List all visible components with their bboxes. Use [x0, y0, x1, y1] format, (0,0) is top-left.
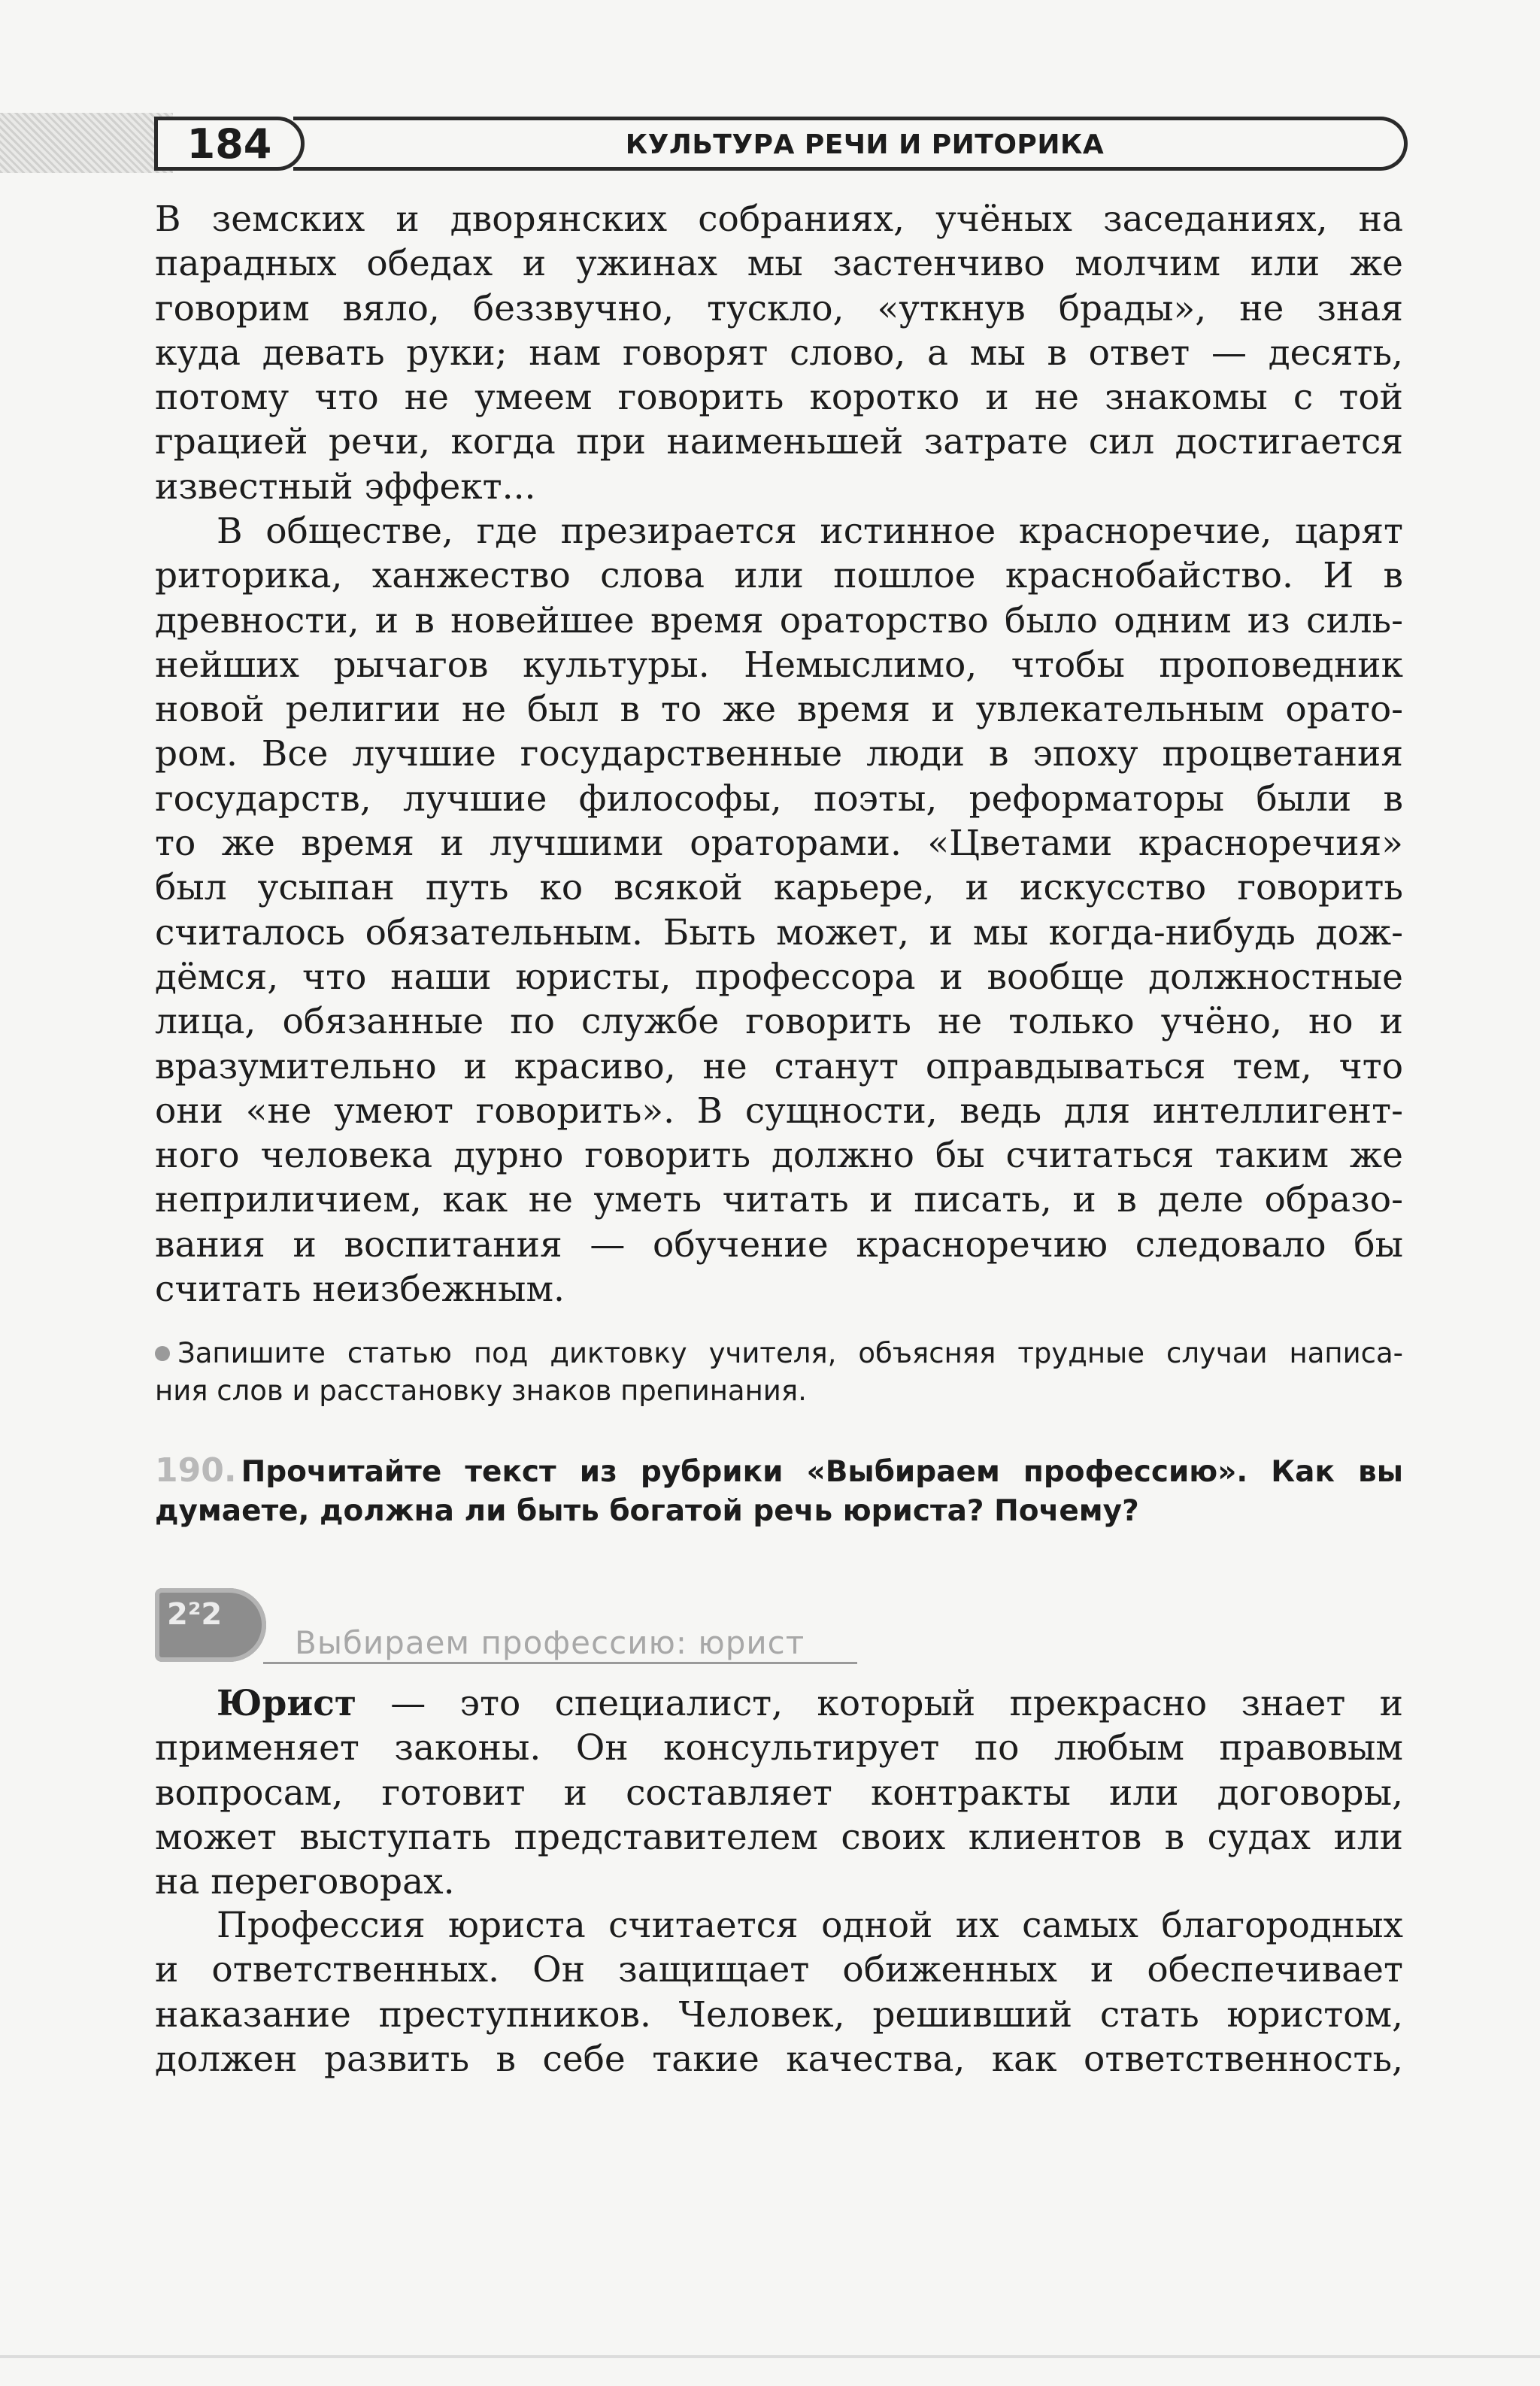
text-line: В обществе, где презирается истинное красноречие, царят	[217, 511, 1403, 552]
exercise-number: 190.	[155, 1451, 237, 1490]
task-note	[155, 1335, 1403, 1410]
text-line: куда девать руки; нам говорят слово, а мы в ответ — десять,	[155, 332, 1403, 374]
text-line: государств, лучшие философы, поэты, реформаторы были в	[155, 778, 1403, 820]
text-line: они «не умеют говорить». В сущности, ведь для интеллигент-	[155, 1090, 1403, 1132]
rubric-title: Выбираем профессию: юрист	[295, 1624, 805, 1661]
text-line: дёмся, что наши юристы, профессора и вообще должностные	[155, 956, 1403, 998]
text-line: и ответственных. Он защищает обиженных и обеспечивает	[155, 1949, 1403, 1991]
text-line: грацией речи, когда при наименьшей затрате сил достигается	[155, 421, 1403, 463]
exercise-190	[155, 1451, 1403, 1531]
text-line: новой религии не был в то же время и увлекательным орато-	[155, 689, 1403, 731]
text-line: древности, и в новейшее время ораторство было одним из силь-	[155, 599, 1403, 641]
text-line: считалось обязательным. Быть может, и мы когда-нибудь дож-	[155, 911, 1403, 953]
rubric-icon	[155, 1588, 266, 1662]
text-line: считать неизбежным.	[155, 1269, 565, 1311]
text-line: вания и воспитания — обучение красноречию следовало бы	[155, 1223, 1403, 1266]
text-line: должен развить в себе такие качества, как ответственность,	[155, 2038, 1403, 2080]
text-line: нейших рычагов культуры. Немыслимо, чтобы проповедник	[155, 644, 1403, 686]
text-line: был усыпан путь ко всякой карьере, и искусство говорить	[155, 867, 1403, 909]
text-line: риторика, ханжество слова или пошлое краснобайство. И в	[155, 555, 1403, 597]
exercise-line: Прочитайте текст из рубрики «Выбираем профессию». Как вы	[241, 1455, 1403, 1489]
text-line: может выступать представителем своих клиентов в судах или	[155, 1816, 1403, 1858]
text-line: вразумительно и красиво, не станут оправдываться тем, что	[155, 1045, 1403, 1087]
text-line: ного человека дурно говорить должно бы считаться таким же	[155, 1135, 1403, 1177]
page-number: 184	[154, 117, 305, 171]
running-title: КУЛЬТУРА РЕЧИ И РИТОРИКА	[625, 129, 1105, 160]
bullet-icon	[155, 1346, 170, 1361]
text-line: применяет законы. Он консультирует по любым правовым	[155, 1727, 1403, 1769]
paragraph-3	[155, 1681, 1403, 1904]
text-line: известный эффект...	[155, 465, 536, 508]
text-line: потому что не умеем говорить коротко и не знакомы с той	[155, 377, 1403, 419]
text-line: наказание преступников. Человек, решивший стать юристом,	[155, 1993, 1403, 2036]
paragraph-2	[155, 509, 1403, 1311]
text-line: — это специалист, который прекрасно знает и	[356, 1683, 1403, 1724]
paragraph-4	[155, 1903, 1403, 2081]
text-line: парадных обедах и ужинах мы застенчиво молчим или же	[155, 243, 1403, 285]
task-note-line: ния слов и расстановку знаков препинания.	[155, 1375, 807, 1407]
rubric-icon-glyph: 2²2	[167, 1597, 223, 1632]
exercise-line: думаете, должна ли быть богатой речь юриста? Почему?	[155, 1494, 1139, 1528]
text-line: неприличием, как не уметь читать и писать, и в деле образо-	[155, 1179, 1403, 1221]
text-line: В земских и дворянских собраниях, учёных заседаниях, на	[155, 199, 1403, 240]
text-line: ром. Все лучшие государственные люди в эпоху процветания	[155, 733, 1403, 775]
task-note-line: Запишите статью под диктовку учителя, объясняя трудные случаи написа-	[177, 1337, 1403, 1369]
text-line: вопросам, готовит и составляет контракты или договоры,	[155, 1772, 1403, 1814]
term-jurist: Юрист	[217, 1683, 356, 1724]
rubric-underline	[263, 1662, 857, 1664]
header-texture	[0, 113, 173, 173]
text-line: на переговорах.	[155, 1861, 455, 1903]
text-line: Профессия юриста считается одной их самых благородных	[217, 1905, 1403, 1946]
bottom-edge	[0, 2355, 1540, 2358]
text-line: то же время и лучшими ораторами. «Цветами красноречия»	[155, 823, 1403, 865]
text-line: лица, обязанные по службе говорить не только учёно, но и	[155, 1001, 1403, 1043]
paragraph-1	[155, 197, 1403, 509]
text-line: говорим вяло, беззвучно, тускло, «уткнув брады», не зная	[155, 287, 1403, 329]
